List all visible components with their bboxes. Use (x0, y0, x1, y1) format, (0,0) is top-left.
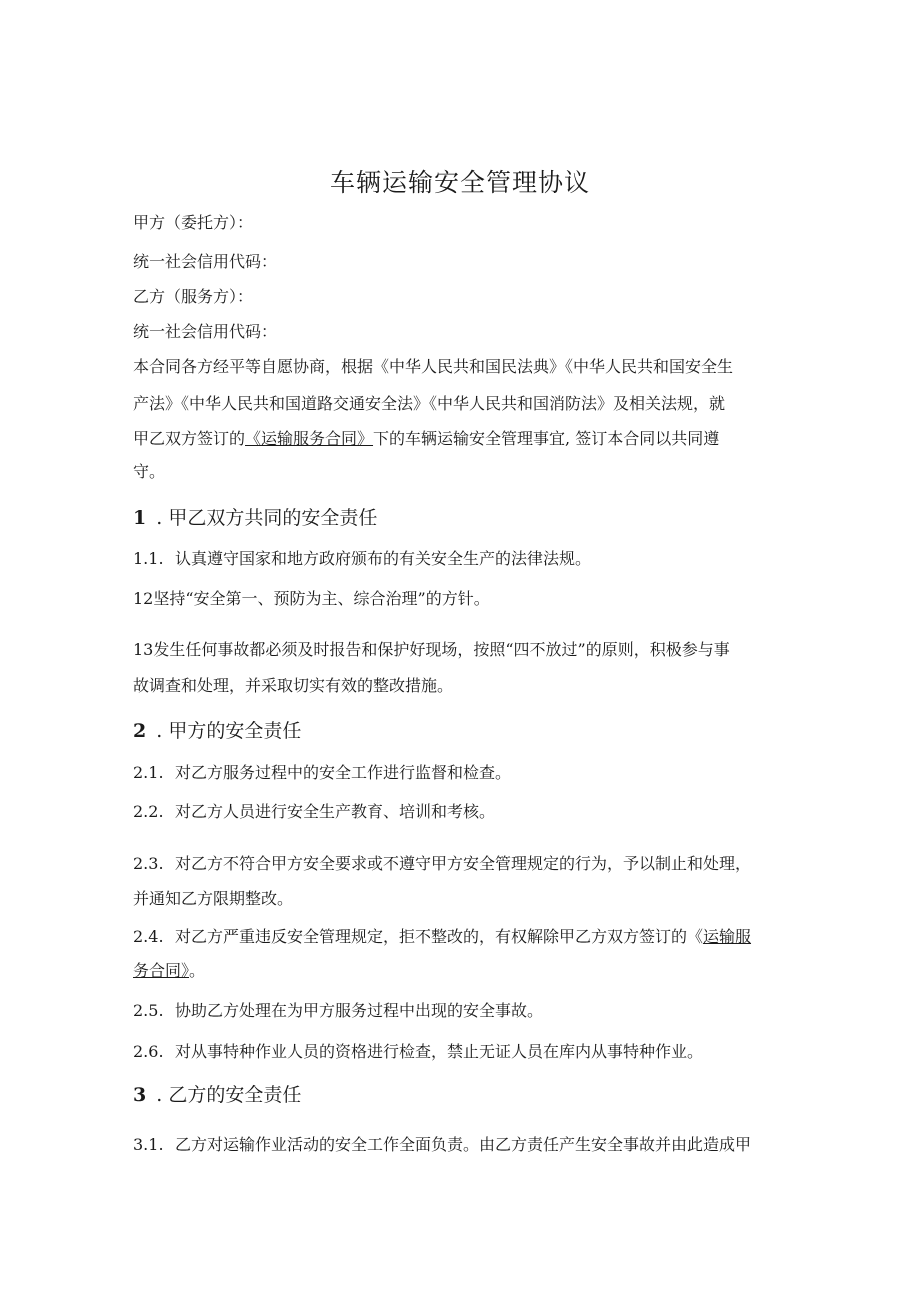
clause-2-5 (133, 1000, 543, 1022)
section-2-heading (133, 718, 301, 744)
section-number: 2 (133, 720, 147, 742)
preamble-line-3 (133, 428, 719, 450)
clause-2-3-line-1 (133, 853, 751, 875)
clause-3-1 (133, 1134, 751, 1156)
contract-reference: 运输服 (703, 927, 752, 946)
clause-number: 2.6. (133, 1042, 164, 1061)
section-1-heading (133, 505, 377, 531)
clause-2-1 (133, 762, 511, 784)
section-title: . 甲乙双方共同的安全责任 (156, 507, 378, 529)
clause-number: 2.4. (133, 927, 164, 946)
clause-number: 2.2. (133, 802, 164, 821)
preamble-line-2: 产法》《中华人民共和国道路交通安全法》《中华人民共和国消防法》及相关法规，就 (133, 394, 726, 413)
page-title: 车辆运输安全管理协议 (329, 168, 590, 197)
clause-number: 2.3. (133, 854, 164, 873)
clause-text: 协助乙方处理在为甲方服务过程中出现的安全事故。 (175, 1001, 544, 1020)
clause-2-4-line-1 (133, 926, 751, 948)
section-title: . 乙方的安全责任 (156, 1084, 302, 1106)
clause-text: 对从事特种作业人员的资格进行检查，禁止无证人员在库内从事特种作业。 (175, 1042, 704, 1061)
preamble-line-1: 本合同各方经平等自愿协商，根据《中华人民共和国民法典》《中华人民共和国安全生 (133, 357, 734, 376)
party-b-code-label: 统一社会信用代码： (133, 322, 278, 341)
preamble-text: 下的车辆运输安全管理事宜, 签订本合同以共同遵 (373, 429, 720, 448)
preamble-text: 甲乙双方签订的 (133, 429, 246, 448)
clause-2-6 (133, 1041, 703, 1063)
clause-text: 。 (189, 961, 206, 980)
section-number: 1 (133, 507, 147, 529)
section-title: . 甲方的安全责任 (156, 720, 302, 742)
clause-number: 1.1. (133, 549, 164, 568)
clause-1-2: 12坚持“安全第一、预防为主、综合治理”的方针。 (133, 589, 490, 608)
party-b-label: 乙方（服务方）： (133, 287, 254, 306)
clause-2-2 (133, 801, 495, 823)
clause-1-3-line-2: 故调查和处理，并采取切实有效的整改措施。 (133, 676, 454, 695)
section-3-heading (133, 1082, 301, 1108)
clause-1-1 (133, 548, 591, 570)
contract-reference: 务合同》 (133, 961, 190, 980)
clause-1-3-line-1: 13发生任何事故都必须及时报告和保护好现场，按照“四不放过”的原则，积极参与事 (133, 640, 730, 659)
preamble-line-4: 守。 (133, 462, 166, 481)
clause-text: 对乙方人员进行安全生产教育、培训和考核。 (175, 802, 496, 821)
clause-2-3-line-2: 并通知乙方限期整改。 (133, 889, 294, 908)
clause-text: 对乙方严重违反安全管理规定，拒不整改的，有权解除甲乙方双方签订的《 (175, 927, 704, 946)
clause-text: 对乙方不符合甲方安全要求或不遵守甲方安全管理规定的行为，予以制止和处理， (175, 854, 752, 873)
clause-text: 对乙方服务过程中的安全工作进行监督和检查。 (175, 763, 512, 782)
clause-text: 认真遵守国家和地方政府颁布的有关安全生产的法律法规。 (175, 549, 592, 568)
clause-2-4-line-2 (133, 960, 205, 982)
clause-number: 2.1. (133, 763, 164, 782)
section-number: 3 (133, 1084, 147, 1106)
contract-reference: 《运输服务合同》 (245, 429, 374, 448)
clause-number: 3.1. (133, 1135, 164, 1154)
clause-text: 乙方对运输作业活动的安全工作全面负责。由乙方责任产生安全事故并由此造成甲 (175, 1135, 752, 1154)
clause-number: 2.5. (133, 1001, 164, 1020)
party-a-label: 甲方（委托方）： (133, 213, 254, 232)
party-a-code-label: 统一社会信用代码： (133, 252, 278, 271)
